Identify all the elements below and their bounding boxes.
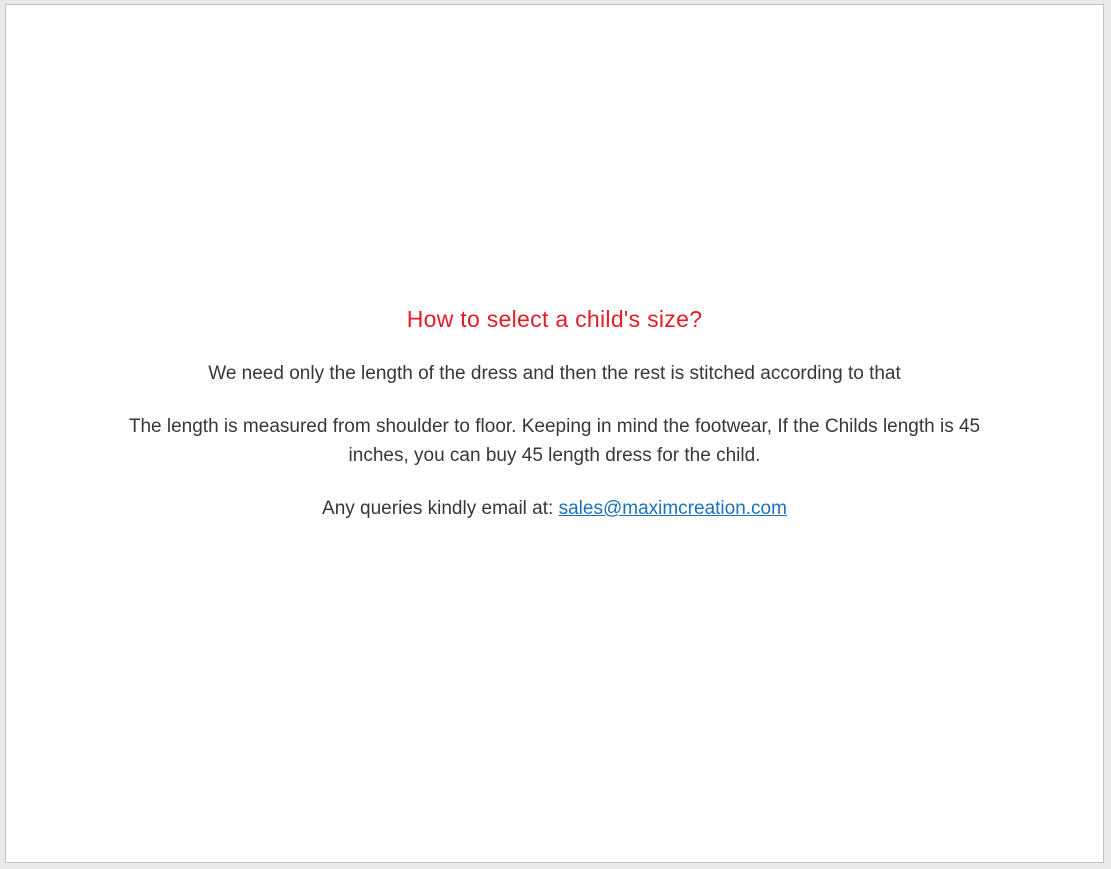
page-title: How to select a child's size? <box>406 306 703 332</box>
email-link[interactable]: sales@maximcreation.com <box>558 497 787 519</box>
document-page <box>5 4 1104 863</box>
paragraph-contact <box>125 494 985 523</box>
paragraph-length-info: We need only the length of the dress and then the rest is stitched according to that <box>208 362 901 384</box>
contact-text: Any queries kindly email at: <box>322 497 559 519</box>
size-guide-section <box>125 5 985 523</box>
paragraph-measurement-info: The length is measured from shoulder to floor. Keeping in mind the footwear, If the Childs length is 45 inches, you can buy 45 length dress for the child. <box>128 415 981 466</box>
